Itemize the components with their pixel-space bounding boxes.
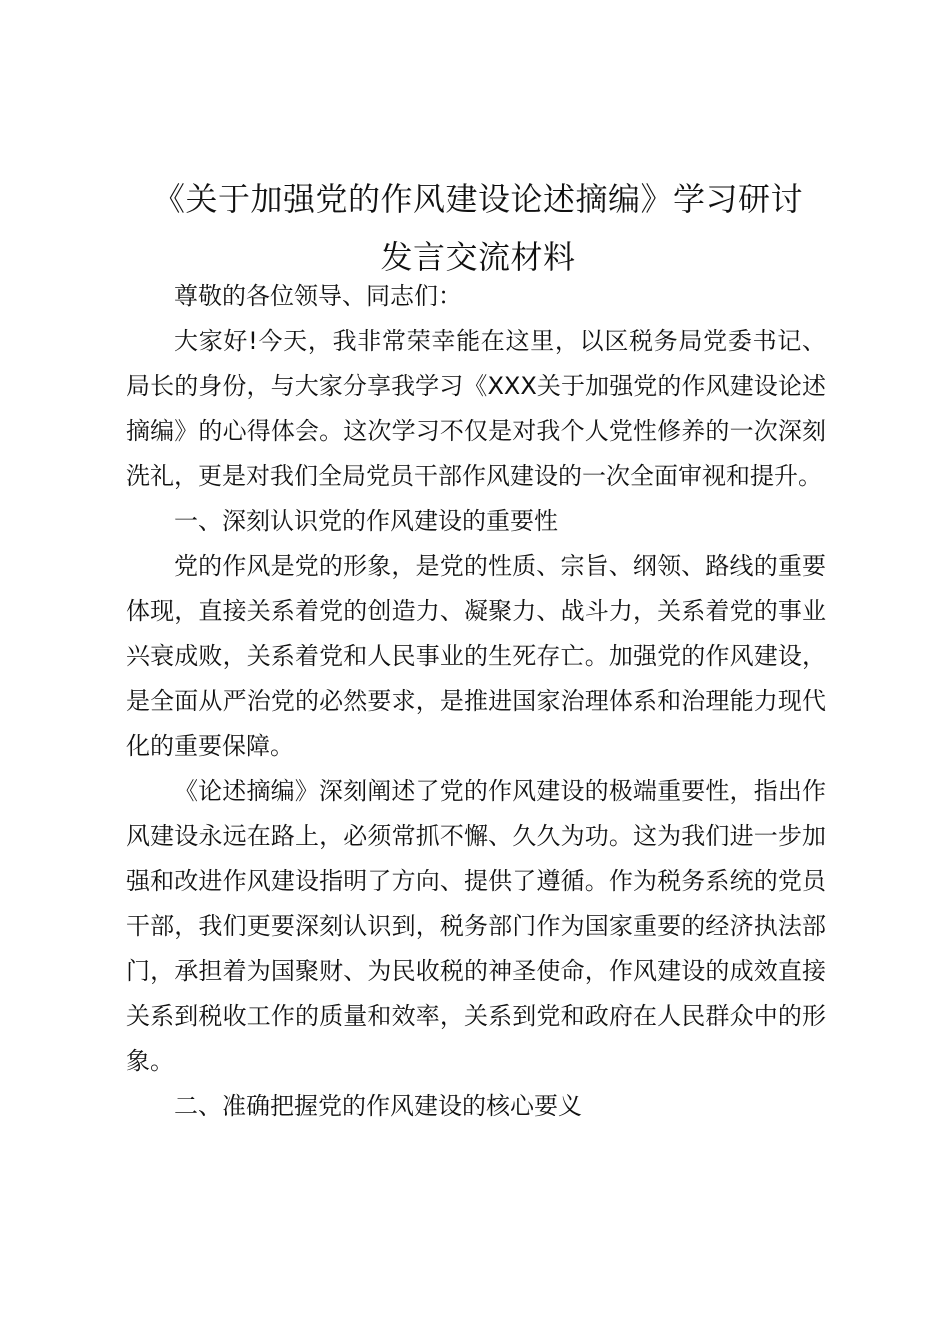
- title-line-1: 《关于加强党的作风建设论述摘编》学习研讨: [152, 180, 803, 218]
- document-body: [126, 274, 826, 1129]
- section-heading-2: 二、准确把握党的作风建设的核心要义: [174, 1092, 582, 1120]
- paragraph-compilation: 《论述摘编》深刻阐述了党的作风建设的极端重要性，指出作风建设永远在路上，必须常抓不懈、久久为功。这为我们进一步加强和改进作风建设指明了方向、提供了遵循。作为税务系统的党员干部，我们更要深刻认识到，税务部门作为国家重要的经济执法部门，承担着为国聚财、为民收税的神圣使命，作风建设的成效直接关系到税收工作的质量和效率，关系到党和政府在人民群众中的形象。: [126, 777, 826, 1075]
- paragraph-intro: 大家好!今天，我非常荣幸能在这里，以区税务局党委书记、局长的身份，与大家分享我学习《XXX关于加强党的作风建设论述摘编》的心得体会。这次学习不仅是对我个人党性修养的一次深刻洗礼，更是对我们全局党员干部作风建设的一次全面审视和提升。: [126, 327, 826, 490]
- document-title: [118, 170, 838, 286]
- section-heading-1: 一、深刻认识党的作风建设的重要性: [174, 507, 558, 535]
- title-line-2: 发言交流材料: [380, 238, 576, 276]
- salutation: 尊敬的各位领导、同志们：: [174, 282, 462, 310]
- paragraph-importance: 党的作风是党的形象，是党的性质、宗旨、纲领、路线的重要体现，直接关系着党的创造力、凝聚力、战斗力，关系着党的事业兴衰成败，关系着党和人民事业的生死存亡。加强党的作风建设，是全面从严治党的必然要求，是推进国家治理体系和治理能力现代化的重要保障。: [126, 552, 826, 760]
